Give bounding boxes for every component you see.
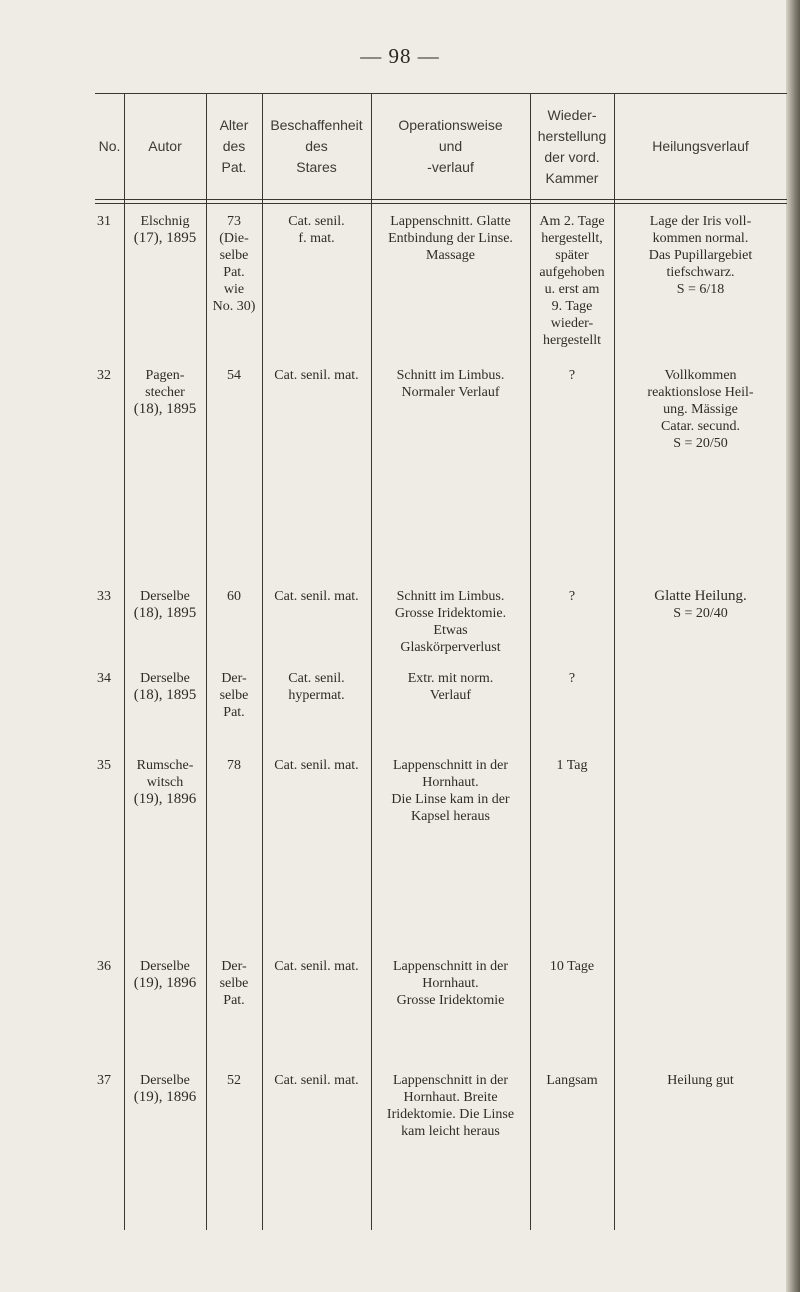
cell-stares: Cat. senil. mat. (274, 368, 359, 383)
cell-stares: Cat. senil. hypermat. (288, 671, 345, 703)
cell-heilungsverlauf: Glatte Heilung. S = 20/40 (654, 588, 747, 621)
cell-alter: 52 (227, 1073, 241, 1088)
row-number: 34 (97, 671, 111, 686)
cell-operation: Lappenschnitt in der Hornhaut. Breite Iridektomie. Die Linse kam leicht heraus (386, 1073, 515, 1139)
row-number: 31 (97, 214, 111, 229)
cell-autor: Rumsche- witsch (19), 1896 (133, 758, 197, 807)
row-number: 33 (97, 589, 111, 604)
cell-autor: Pagen- stecher (18), 1895 (133, 368, 197, 417)
header-no: No. (98, 138, 121, 154)
cell-operation: Schnitt im Limbus. Grosse Iridektomie. Etwas Glaskörperverlust (394, 589, 507, 655)
header-operation: Operationsweise und -verlauf (398, 117, 503, 175)
row-number: 32 (97, 368, 111, 383)
cell-stares: Cat. senil. mat. (274, 1073, 359, 1088)
cell-alter: Der- selbe Pat. (219, 671, 249, 720)
cell-wiederherstellung: Am 2. Tage hergestellt, später aufgehoben u. erst am 9. Tage wieder- hergestellt (539, 214, 605, 348)
cell-autor: Elschnig (17), 1895 (133, 214, 197, 246)
header-autor: Autor (148, 138, 182, 154)
row-number: 36 (97, 959, 111, 974)
cell-alter: 78 (227, 758, 241, 773)
cell-alter: Der- selbe Pat. (219, 959, 249, 1008)
row-number: 35 (97, 758, 111, 773)
cell-wiederherstellung: ? (568, 589, 576, 604)
cell-wiederherstellung: ? (568, 368, 576, 383)
header-heilungsverlauf: Heilungsverlauf (652, 138, 749, 154)
row-number: 37 (97, 1073, 111, 1088)
header-alter: Alter des Pat. (219, 117, 249, 175)
cell-operation: Lappenschnitt. Glatte Entbindung der Linse. Massage (388, 214, 513, 263)
cell-operation: Lappenschnitt in der Hornhaut. Die Linse kam in der Kapsel heraus (391, 758, 510, 824)
cell-stares: Cat. senil. f. mat. (288, 214, 345, 246)
cell-operation: Extr. mit norm. Verlauf (407, 671, 494, 703)
cell-autor: Derselbe (18), 1895 (133, 589, 197, 621)
cell-wiederherstellung: Langsam (546, 1073, 598, 1088)
cell-heilungsverlauf: Vollkommen reaktionslose Heil- ung. Mässige Catar. secund. S = 20/50 (647, 368, 754, 451)
cell-autor: Derselbe (19), 1896 (133, 959, 197, 991)
cell-autor: Derselbe (19), 1896 (133, 1073, 197, 1105)
cell-alter: 54 (227, 368, 241, 383)
cell-stares: Cat. senil. mat. (274, 589, 359, 604)
header-beschaffenheit: Beschaffenheit des Stares (270, 117, 363, 175)
cell-heilungsverlauf: Heilung gut (667, 1073, 734, 1088)
cell-operation: Schnitt im Limbus. Normaler Verlauf (396, 368, 505, 400)
cell-operation: Lappenschnitt in der Hornhaut. Grosse Iridektomie (392, 959, 509, 1008)
page-number: — 98 — (360, 44, 440, 68)
cell-wiederherstellung: 1 Tag (556, 758, 588, 773)
cell-wiederherstellung: 10 Tage (549, 959, 595, 974)
cell-autor: Derselbe (18), 1895 (133, 671, 197, 703)
cell-stares: Cat. senil. mat. (274, 758, 359, 773)
table-header-rule (95, 199, 787, 200)
column-divider (262, 93, 263, 1230)
cell-wiederherstellung: ? (568, 671, 576, 686)
page-edge (786, 0, 800, 1292)
column-divider (124, 93, 125, 1230)
cell-alter: 60 (227, 589, 241, 604)
cell-stares: Cat. senil. mat. (274, 959, 359, 974)
header-wiederherstellung: Wieder- herstellung der vord. Kammer (537, 106, 607, 186)
cell-heilungsverlauf: Lage der Iris voll- kommen normal. Das Pupillargebiet tiefschwarz. S = 6/18 (648, 214, 753, 297)
cell-alter: 73 (Die- selbe Pat. wie No. 30) (212, 214, 256, 314)
table-header-rule-2 (95, 203, 787, 204)
